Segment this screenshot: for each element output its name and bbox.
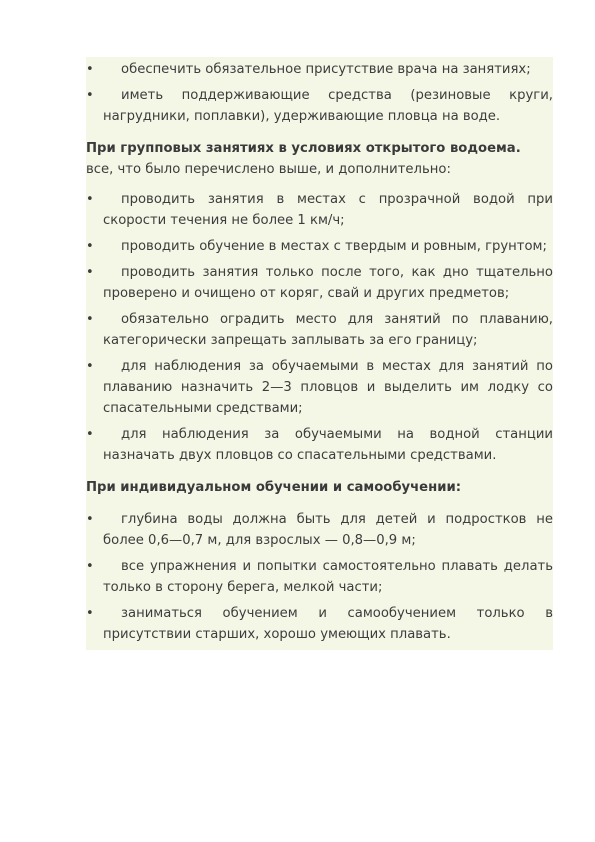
bullet-icon: • <box>86 606 94 621</box>
group-lessons-heading: При групповых занятиях в условиях открытого водоема. все, что было перечислено выше, и дополнительно: <box>86 141 521 177</box>
requirements-list-individual <box>86 509 553 645</box>
list-item: • обеспечить обязательное присутствие врача на занятиях; <box>86 59 553 80</box>
bullet-icon: • <box>86 265 94 280</box>
bullet-icon: • <box>86 512 94 527</box>
bullet-icon: • <box>86 88 94 103</box>
list-item: • для наблюдения за обучаемыми в местах для занятий по плаванию назначить 2—3 пловцов и выделить им лодку со спасательными средствами; <box>86 356 553 419</box>
bullet-icon: • <box>86 312 94 327</box>
bullet-icon: • <box>86 359 94 374</box>
list-item: • заниматься обучением и самообучением только в присутствии старших, хорошо умеющих плавать. <box>86 603 553 645</box>
bullet-icon: • <box>86 559 94 574</box>
requirements-list-general <box>86 57 553 127</box>
list-item: • проводить обучение в местах с твердым и ровным, грунтом; <box>86 236 553 257</box>
bullet-icon: • <box>86 62 94 77</box>
list-item: • обязательно оградить место для занятий по плаванию, категорически запрещать заплывать за его границу; <box>86 309 553 351</box>
individual-lessons-heading: При индивидуальном обучении и самообучении: <box>86 480 461 495</box>
list-item: • проводить занятия только после того, как дно тщательно проверено и очищено от коряг, свай и других предметов; <box>86 262 553 304</box>
document-body <box>86 57 553 650</box>
bullet-icon: • <box>86 192 94 207</box>
list-item: • иметь поддерживающие средства (резиновые круги, нагрудники, поплавки), удерживающие пловца на воде. <box>86 85 553 127</box>
requirements-list-group <box>86 189 553 466</box>
list-item: • для наблюдения за обучаемыми на водной станции назначать двух пловцов со спасательными средствами. <box>86 424 553 466</box>
bullet-icon: • <box>86 239 94 254</box>
list-item: • глубина воды должна быть для детей и подростков не более 0,6—0,7 м, для взрослых — 0,8—0,9 м; <box>86 509 553 551</box>
bullet-icon: • <box>86 427 94 442</box>
list-item: • проводить занятия в местах с прозрачной водой при скорости течения не более 1 км/ч; <box>86 189 553 231</box>
list-item: • все упражнения и попытки самостоятельно плавать делать только в сторону берега, мелкой части; <box>86 556 553 598</box>
